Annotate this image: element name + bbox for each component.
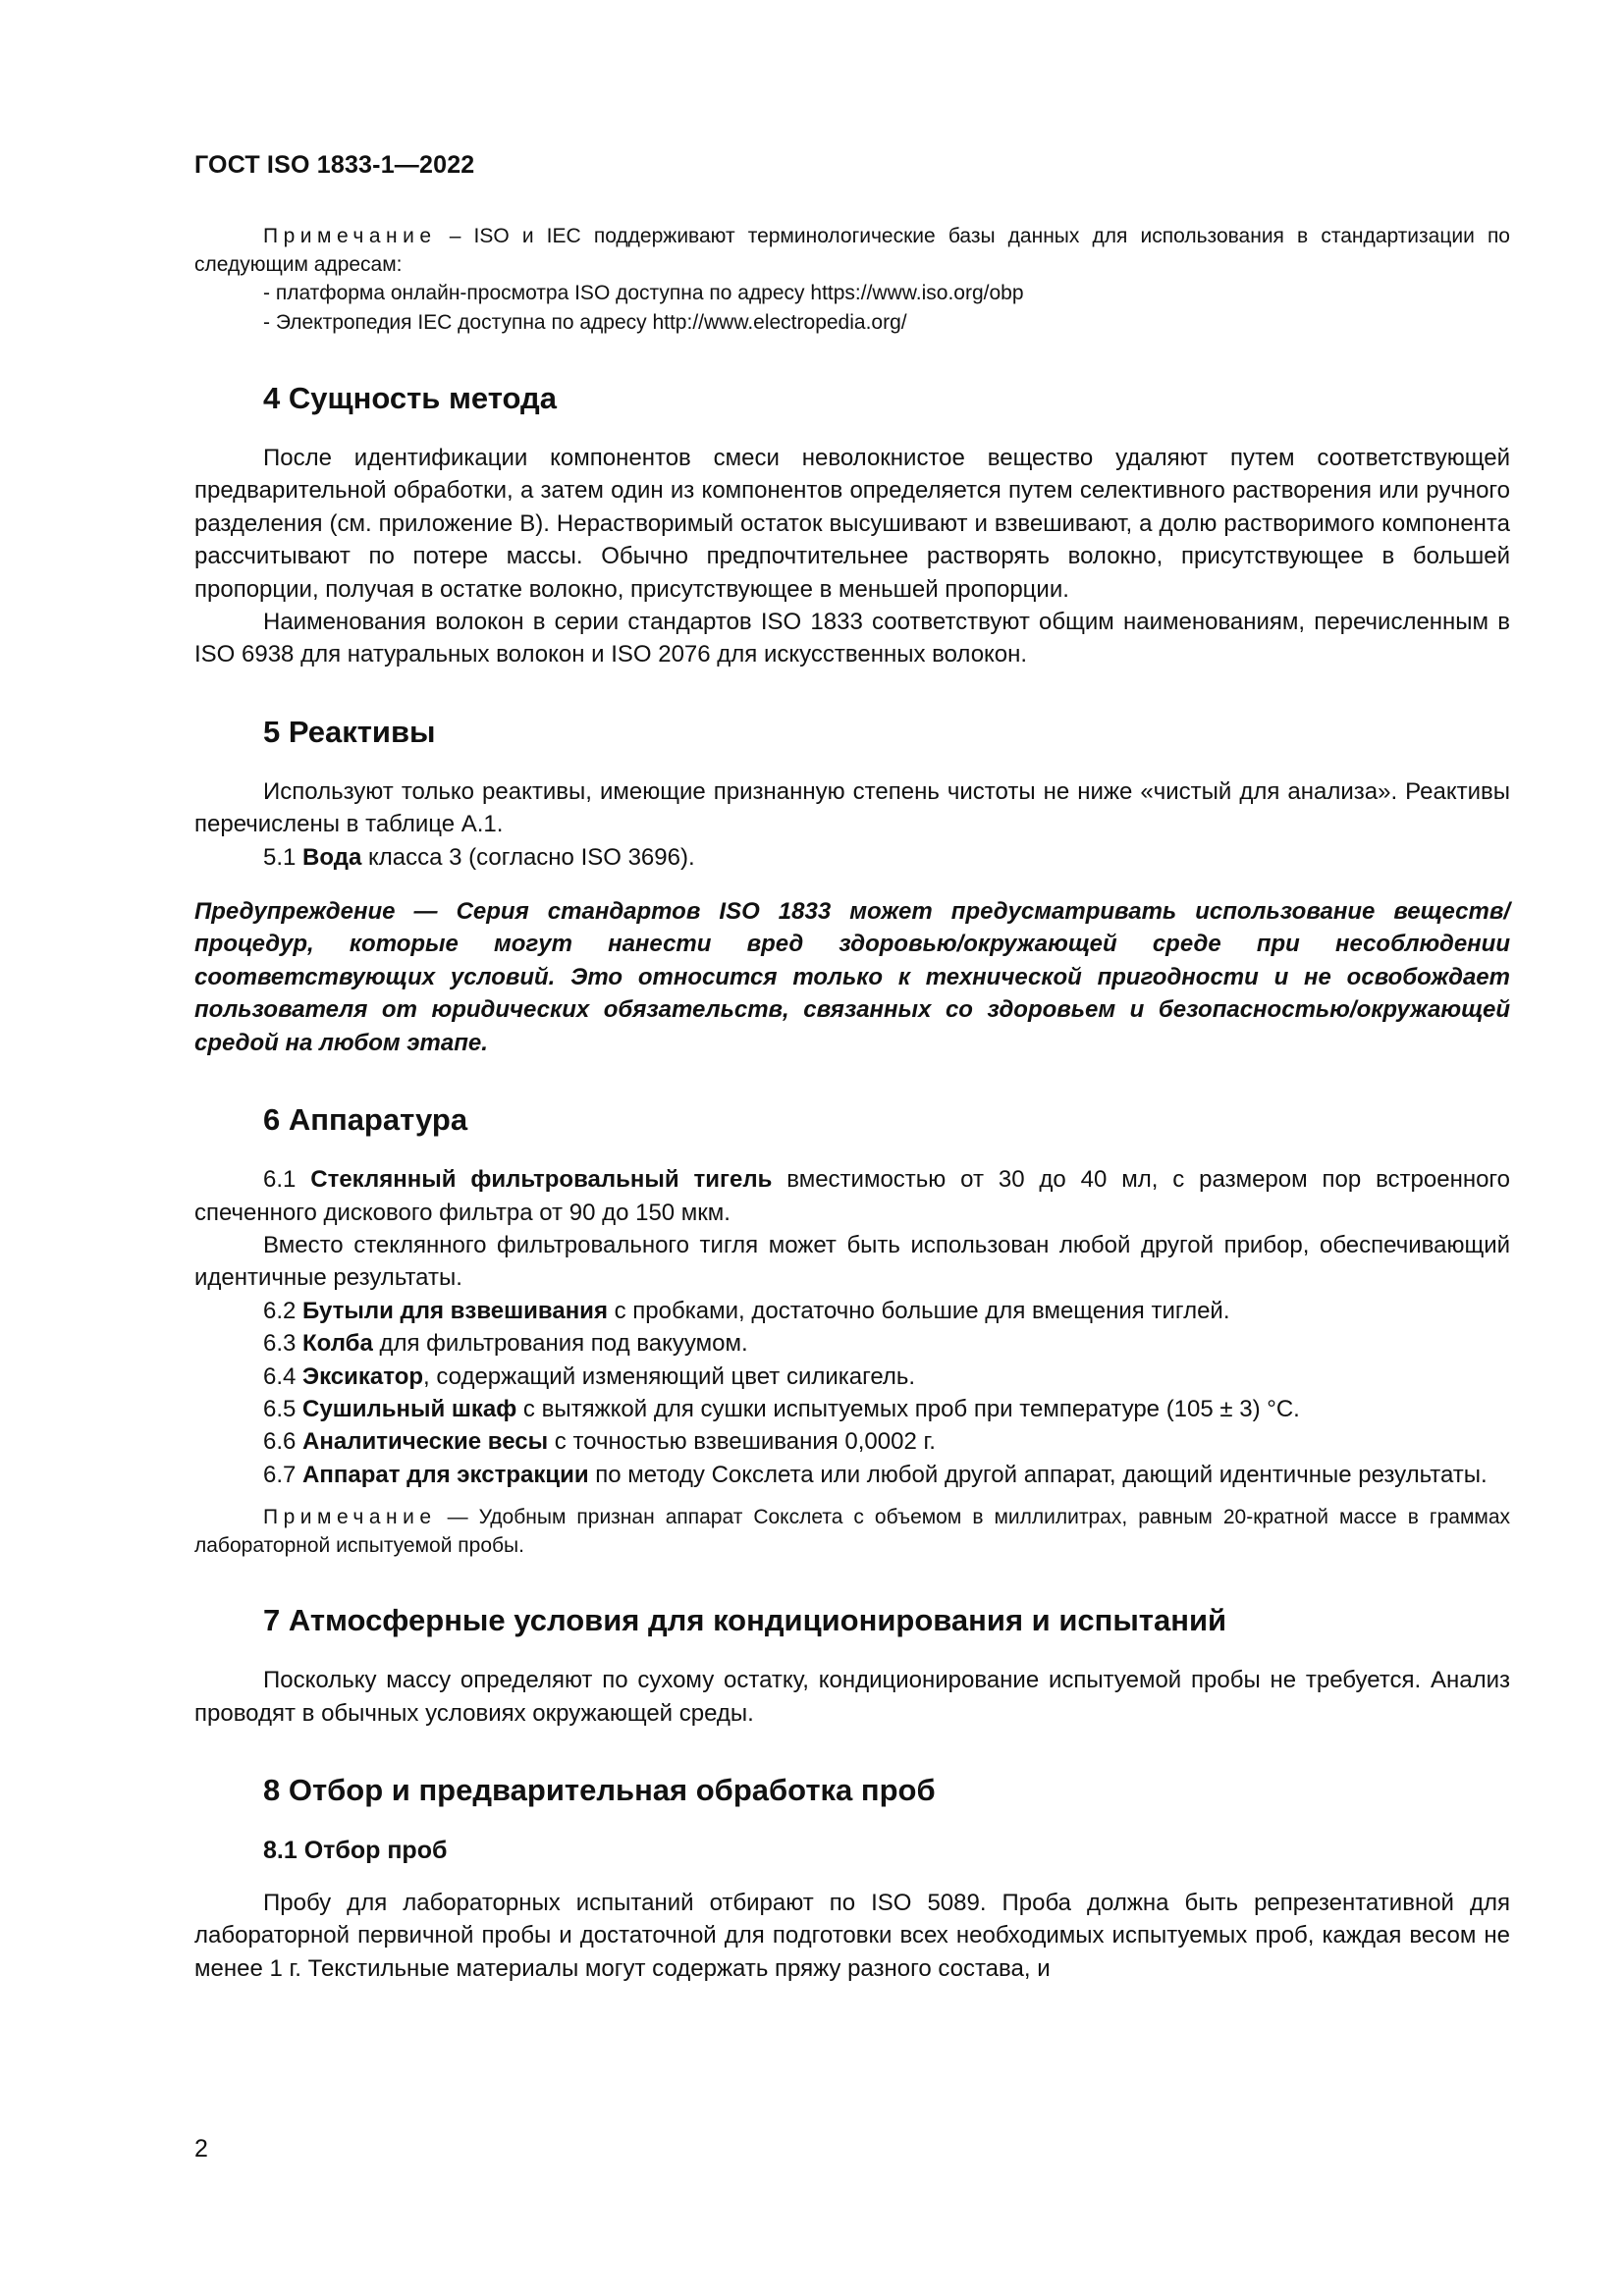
note-text: — Удобным признан аппарат Сокслета с объемом в миллилитрах, равным 20-кратной массе в граммах лабораторной испытуемой пробы. [194,1506,1510,1558]
note-text: – ISO и IEC поддерживают терминологические базы данных для использования в стандартизации по следующим адресам: [194,225,1510,276]
section-8-heading: 8 Отбор и предварительная обработка проб [263,1772,936,1807]
clause-6-6 [194,1425,1510,1458]
page-number: 2 [194,2135,208,2163]
document-code-header: ГОСТ ISO 1833-1—2022 [194,151,475,179]
clause-number: 6.5 [263,1395,303,1422]
clause-term: Колба [302,1330,373,1358]
note-list-item: - Электропедия IEC доступна по адресу http://www.electropedia.org/ [263,311,907,334]
clause-number: 6.4 [263,1362,303,1390]
clause-text: класса 3 (согласно ISO 3696). [361,843,695,871]
clause-number: 6.3 [263,1330,303,1358]
clause-term: Бутыли для взвешивания [302,1297,608,1324]
clause-term: Аппарат для экстракции [302,1461,589,1488]
subsection-8-1-heading: 8.1 Отбор проб [263,1836,448,1864]
section-5-intro: Используют только реактивы, имеющие признанную степень чистоты не ниже «чистый для анализа». Реактивы перечислены в таблице А.1. [194,777,1510,838]
note-label: Примечание [263,1506,437,1529]
clause-text: Вместо стеклянного фильтровального тигля может быть использован любой другой прибор, обеспечивающий идентичные результаты. [194,1231,1510,1292]
clause-text: , содержащий изменяющий цвет силикагель. [423,1362,916,1390]
clause-number: 6.1 [263,1166,311,1194]
section-7-paragraph: Поскольку массу определяют по сухому остатку, кондиционирование испытуемой пробы не требуется. Анализ проводят в обычных условиях окружающей среды. [194,1667,1510,1727]
clause-text: вместимостью от 30 до 40 мл, с размером пор встроенного спеченного дискового фильтра от 90 до 150 мкм. [194,1166,1511,1226]
clause-6-4 [194,1361,1510,1393]
clause-6-3 [194,1327,1510,1360]
clause-term: Вода [302,843,362,871]
clause-6-5 [194,1393,1510,1425]
clause-text: для фильтрования под вакуумом. [372,1330,748,1358]
section-6-heading: 6 Аппаратура [263,1102,468,1138]
clause-number: 6.6 [263,1428,303,1456]
clause-6-1 [194,1163,1510,1229]
clause-text: по методу Сокслета или любой другой аппарат, дающий идентичные результаты. [588,1461,1488,1488]
clause-term: Аналитические весы [302,1428,549,1456]
clause-term: Сушильный шкаф [302,1395,517,1422]
clause-term: Стеклянный фильтровальный тигель [310,1166,773,1194]
note-soxhlet [194,1503,1510,1560]
clause-6-2 [194,1295,1510,1327]
clause-number: 6.2 [263,1297,303,1324]
section-7-heading: 7 Атмосферные условия для кондиционирования и испытаний [263,1603,1227,1638]
clause-text: с точностью взвешивания 0,0002 г. [548,1428,936,1456]
clause-5-1 [194,841,1510,874]
clause-term: Эксикатор [302,1362,424,1390]
clause-6-1-alternative [194,1229,1510,1295]
section-4-paragraph-2: Наименования волокон в серии стандартов ISO 1833 соответствуют общим наименованиям, перечисленным в ISO 6938 для натуральных волокон и ISO 2076 для искусственных волокон. [194,609,1510,668]
section-5-heading: 5 Реактивы [263,714,436,749]
clause-text: с пробками, достаточно большие для вмещения тиглей. [607,1297,1230,1324]
clause-number: 5.1 [263,843,303,871]
note-label: Примечание [263,225,437,247]
clause-text: с вытяжкой для сушки испытуемых проб при температуре (105 ± 3) °С. [516,1395,1300,1422]
document-body [194,222,1510,1985]
section-4-heading: 4 Сущность метода [263,381,557,415]
clause-number: 6.7 [263,1461,303,1488]
note-terminology [194,222,1510,279]
clause-6-7 [194,1459,1510,1491]
safety-warning: Предупреждение — Серия стандартов ISO 1833 может предусматривать использование веществ/процедур, которые могут нанести вред здоровью/окружающей среде при несоблюдении соответствующих условий. Это относится только к технической пригодности и не освобождает пользователя от юридических обязательств, связанных со здоровьем и безопасностью/окружающей средой на любом этапе. [194,898,1510,1056]
note-list-item: - платформа онлайн-просмотра ISO доступна по адресу https://www.iso.org/obp [263,282,1024,304]
subsection-8-1-paragraph: Пробу для лабораторных испытаний отбирают по ISO 5089. Проба должна быть репрезентативной для лабораторной первичной пробы и достаточной для подготовки всех необходимых испытуемых проб, каждая весом не менее 1 г. Текстильные материалы могут содержать пряжу разного состава, и [194,1889,1510,1982]
section-4-paragraph-1: После идентификации компонентов смеси неволокнистое вещество удаляют путем соответствующей предварительной обработки, а затем один из компонентов определяется путем селективного растворения или ручного разделения (см. приложение В). Нерастворимый остаток высушивают и взвешивают, а долю растворимого компонента рассчитывают по потере массы. Обычно предпочтительнее растворять волокно, присутствующее в большей пропорции, получая в остатке волокно, присутствующее в меньшей пропорции. [194,445,1510,603]
